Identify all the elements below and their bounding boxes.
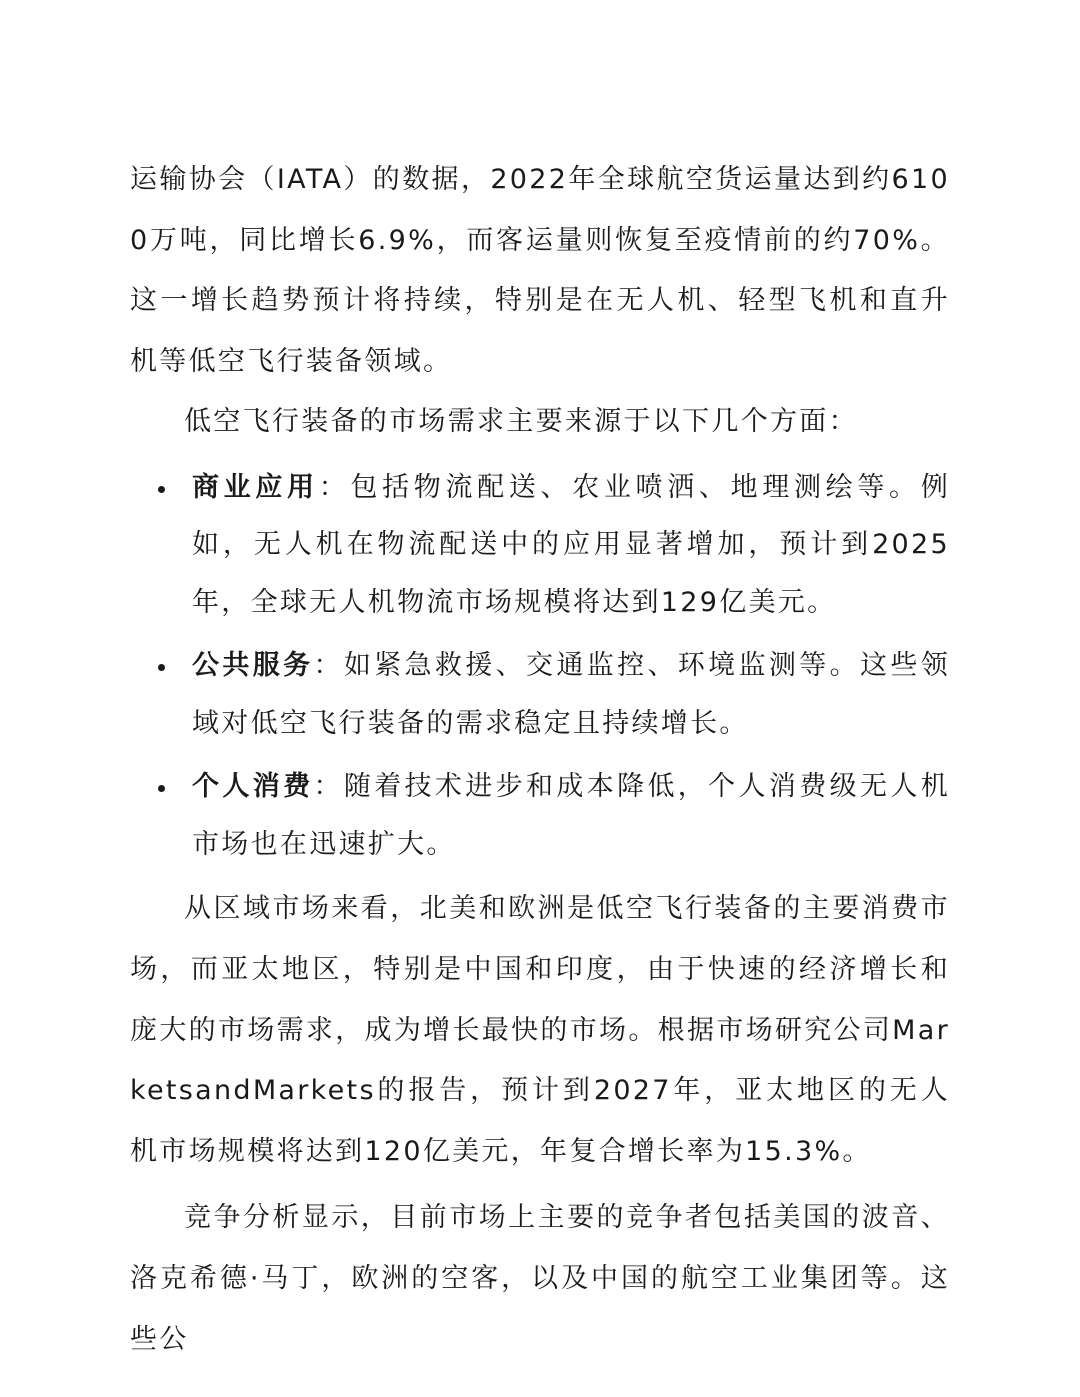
paragraph-iata-data: 运输协会（IATA）的数据，2022年全球航空货运量达到约6100万吨，同比增长6.9%，而客运量则恢复至疫情前的约70%。这一增长趋势预计将持续，特别是在无人机、轻型飞机和直升机等低空飞行装备领域。 bbox=[130, 164, 950, 377]
paragraph-demand-intro: 低空飞行装备的市场需求主要来源于以下几个方面： bbox=[184, 406, 858, 438]
bullet-dot-icon bbox=[158, 785, 165, 792]
bullet-dot-icon bbox=[158, 486, 165, 493]
list-item-description: 如紧急救援、交通监控、环境监测等。这些领域对低空飞行装备的需求稳定且持续增长。 bbox=[192, 650, 951, 739]
list-item-term: 个人消费 bbox=[192, 771, 314, 803]
paragraph-regional-market: 从区域市场来看，北美和欧洲是低空飞行装备的主要消费市场，而亚太地区，特别是中国和印度，由于快速的经济增长和庞大的市场需求，成为增长最快的市场。根据市场研究公司MarketsandMarkets的报告，预计到2027年，亚太地区的无人机市场规模将达到120亿美元，年复合增长率为15.3%。 bbox=[130, 893, 950, 1167]
list-item-text bbox=[192, 459, 950, 632]
list-item bbox=[130, 758, 950, 873]
list-item bbox=[130, 637, 950, 752]
document-body bbox=[130, 150, 950, 1370]
bullet-dot-icon bbox=[158, 664, 165, 671]
list-item bbox=[130, 459, 950, 632]
paragraph-competition: 竞争分析显示，目前市场上主要的竞争者包括美国的波音、洛克希德·马丁，欧洲的空客，以及中国的航空工业集团等。这些公 bbox=[130, 1202, 950, 1355]
list-item-separator: ： bbox=[313, 771, 344, 803]
list-item-term: 商业应用 bbox=[192, 471, 319, 503]
list-item-separator: ： bbox=[318, 471, 351, 503]
demand-sources-list bbox=[130, 459, 950, 874]
list-item-text bbox=[192, 637, 950, 752]
list-item-term: 公共服务 bbox=[192, 650, 314, 682]
list-item-separator: ： bbox=[313, 650, 344, 682]
list-item-text bbox=[192, 758, 950, 873]
list-item-description: 随着技术进步和成本降低，个人消费级无人机市场也在迅速扩大。 bbox=[192, 771, 951, 860]
list-item-description: 包括物流配送、农业喷洒、地理测绘等。例如，无人机在物流配送中的应用显著增加，预计到2025年，全球无人机物流市场规模将达到129亿美元。 bbox=[192, 471, 950, 618]
